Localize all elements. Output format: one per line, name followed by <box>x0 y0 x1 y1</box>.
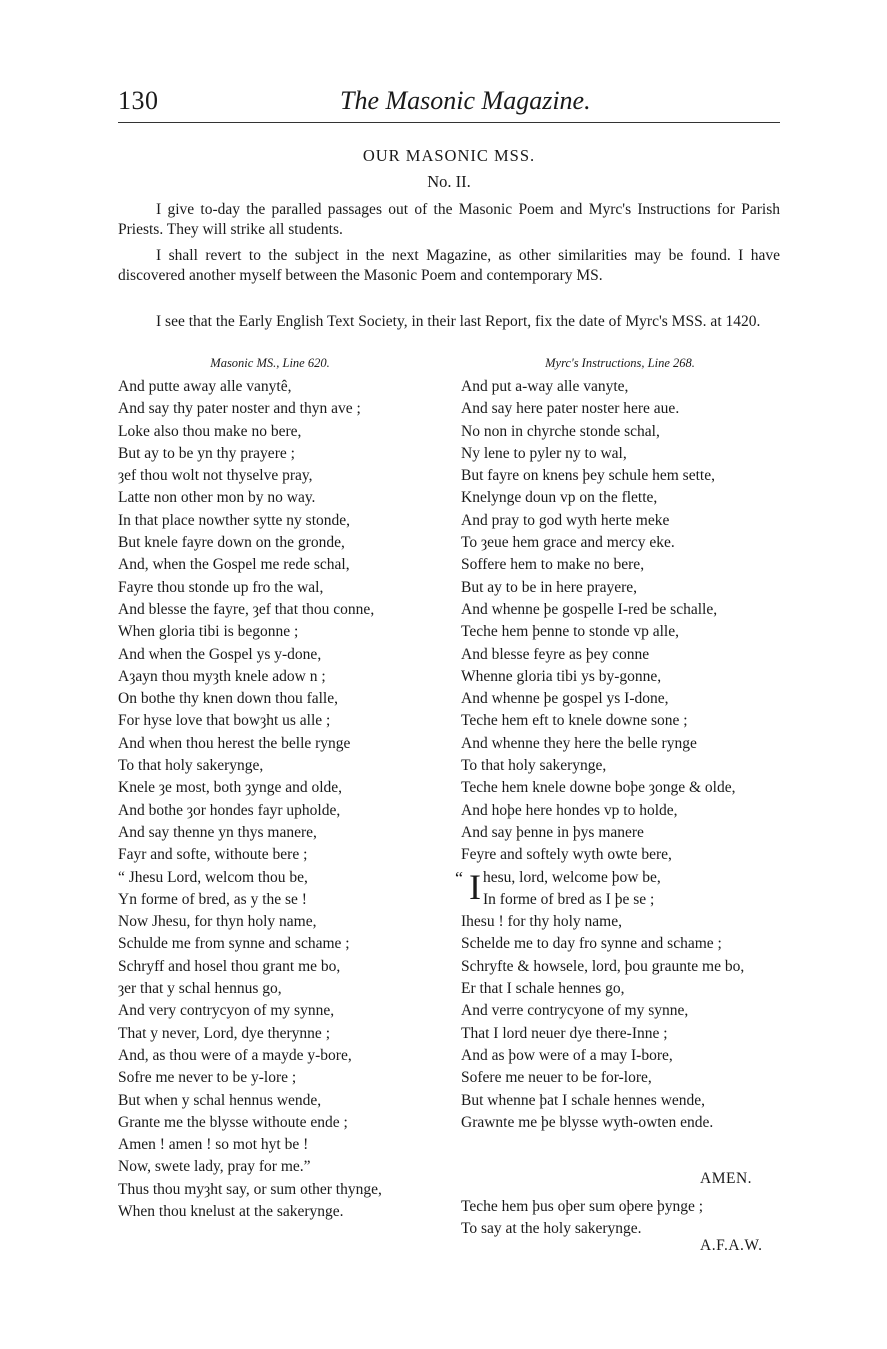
right-column-line: Ihesu ! for thy holy name, <box>461 913 622 931</box>
intro-paragraph-3: I see that the Early English Text Society, in their last Report, fix the date of Myrc's MSS. at 1420. <box>156 313 761 330</box>
left-column-line: Latte non other mon by no way. <box>118 489 316 507</box>
left-column-line: And, as thou were of a mayde y-bore, <box>118 1046 352 1064</box>
dropcap-line-2: In forme of bred as I þe se ; <box>483 890 655 908</box>
left-column-line: Schryff and hosel thou grant me bo, <box>118 957 341 975</box>
dropcap-stanza <box>455 866 781 912</box>
left-column-line: And when the Gospel ys y-done, <box>118 645 322 663</box>
header-rule <box>118 122 780 123</box>
dropcap-line-1: hesu, lord, welcome þow be, <box>483 868 661 886</box>
left-column-line: Knele ȝe most, both ȝynge and olde, <box>118 779 343 797</box>
article-number: No. II. <box>427 172 471 191</box>
right-column-line: And say here pater noster here aue. <box>461 400 680 418</box>
left-column-line: “ Jhesu Lord, welcom thou be, <box>118 868 308 886</box>
amen-text: AMEN. <box>700 1170 753 1187</box>
left-column-line: And, when the Gospel me rede schal, <box>118 556 350 574</box>
left-column-line: And say thy pater noster and thyn ave ; <box>118 400 361 418</box>
left-column-line: And putte away alle vanytê, <box>118 378 292 395</box>
right-column-line: And blesse feyre as þey conne <box>461 645 650 663</box>
left-column-line: And very contrycyon of my synne, <box>118 1002 335 1020</box>
right-tail-line: To say at the holy sakerynge. <box>461 1220 642 1238</box>
left-column-line: Sofre me never to be y-lore ; <box>118 1069 297 1087</box>
right-column-line: But ay to be in here prayere, <box>461 578 638 596</box>
left-column-line: ȝef thou wolt not thyselve pray, <box>118 467 313 485</box>
left-column-line: Now, swete lady, pray for me.” <box>118 1158 311 1176</box>
left-column-line: To that holy sakerynge, <box>118 757 264 775</box>
right-column-line: Feyre and softely wyth owte bere, <box>461 846 672 864</box>
left-column-line: But when y schal hennus wende, <box>118 1091 322 1109</box>
dropcap-letter: I <box>469 866 481 907</box>
left-column-line: When gloria tibi is begonne ; <box>118 623 299 641</box>
left-column-line: Schulde me from synne and schame ; <box>118 935 350 953</box>
right-column-line: And put a-way alle vanyte, <box>461 378 629 395</box>
left-column-line: Aȝayn thou myȝth knele adow n ; <box>118 667 326 685</box>
left-column-line: When thou knelust at the sakerynge. <box>118 1202 344 1220</box>
right-column-line: Knelynge doun vp on the flette, <box>461 489 658 507</box>
right-tail-line: Teche hem þus oþer sum oþere þynge ; <box>461 1198 704 1215</box>
left-column-line: But ay to be yn thy prayere ; <box>118 444 295 462</box>
left-column <box>118 376 448 1223</box>
page-number: 130 <box>118 86 159 115</box>
right-column-line: To ȝeue hem grace and mercy eke. <box>461 534 675 552</box>
right-column-line: No non in chyrche stonde schal, <box>461 422 660 440</box>
left-column-line: And say thenne yn thys manere, <box>118 823 317 841</box>
right-column-line: And whenne þe gospelle I-red be schalle, <box>461 600 718 618</box>
right-column-line: Schryfte & howsele, lord, þou graunte me bo, <box>461 957 745 975</box>
left-column-line: Grante me the blysse withoute ende ; <box>118 1113 348 1131</box>
left-column-line: Fayr and softe, withoute bere ; <box>118 846 308 864</box>
right-column-line: Soffere hem to make no bere, <box>461 556 645 574</box>
right-column-line: Teche hem eft to knele downe sone ; <box>461 712 688 730</box>
right-column-line: Er that I schale hennes go, <box>461 980 625 998</box>
right-column-line: But fayre on knens þey schule hem sette, <box>461 467 715 485</box>
right-column-line: Grawnte me þe blysse wyth-owten ende. <box>461 1113 714 1131</box>
left-column-line: In that place nowther sytte ny stonde, <box>118 511 351 529</box>
intro-paragraph-1: I give to-day the paralled passages out of the Masonic Poem and Myrc's Instructions for Parish Priests. They will strike all students. <box>118 201 780 238</box>
left-column-line: Fayre thou stonde up fro the wal, <box>118 578 324 596</box>
right-tail-lines <box>461 1196 703 1241</box>
left-column-line: But knele fayre down on the gronde, <box>118 534 345 552</box>
right-column-line: And as þow were of a may I-bore, <box>461 1046 673 1064</box>
right-column-heading: Myrc's Instructions, Line 268. <box>545 356 695 370</box>
right-column-line: Whenne gloria tibi ys by-gonne, <box>461 667 662 685</box>
right-column-line: But whenne þat I schale hennes wende, <box>461 1091 706 1109</box>
left-column-line: For hyse love that bowȝht us alle ; <box>118 712 331 730</box>
intro-paragraph-2: I shall revert to the subject in the next Magazine, as other similarities may be found. I have discovered another myself between the Masonic Poem and contemporary MS. <box>118 247 780 284</box>
right-column-line: And hoþe here hondes vp to holde, <box>461 801 678 819</box>
left-column-line: On bothe thy knen down thou falle, <box>118 690 338 708</box>
right-column-line: Teche hem þenne to stonde vp alle, <box>461 623 679 641</box>
left-column-line: And bothe ȝor hondes fayr upholde, <box>118 801 341 819</box>
signature: A.F.A.W. <box>700 1237 763 1254</box>
right-column-line: To that holy sakerynge, <box>461 757 607 775</box>
right-column-line: That I lord neuer dye there-Inne ; <box>461 1024 668 1042</box>
right-column-line: Ny lene to pyler ny to wal, <box>461 444 627 462</box>
left-column-line: ȝer that y schal hennus go, <box>118 980 282 998</box>
left-column-line: Now Jhesu, for thyn holy name, <box>118 913 317 931</box>
right-column-line: And pray to god wyth herte meke <box>461 511 670 529</box>
right-column-line: And whenne they here the belle rynge <box>461 734 697 752</box>
left-column-line: Thus thou myȝht say, or sum other thynge, <box>118 1180 382 1198</box>
right-column-line: Sofere me neuer to be for-lore, <box>461 1069 652 1087</box>
right-column-line: And whenne þe gospel ys I-done, <box>461 690 669 708</box>
left-column-line: And blesse the fayre, ȝef that thou conne, <box>118 600 375 618</box>
left-column-line: That y never, Lord, dye therynne ; <box>118 1024 330 1042</box>
article-title: OUR MASONIC MSS. <box>362 146 536 165</box>
running-title: The Masonic Magazine. <box>340 86 591 115</box>
left-column-heading: Masonic MS., Line 620. <box>210 356 330 370</box>
right-column-line: Schelde me to day fro synne and schame ; <box>461 935 722 953</box>
left-column-line: Yn forme of bred, as y the se ! <box>118 890 307 908</box>
right-column-line: And say þenne in þys manere <box>461 823 644 841</box>
left-column-line: Loke also thou make no bere, <box>118 422 302 440</box>
left-column-line: Amen ! amen ! so mot hyt be ! <box>118 1136 309 1154</box>
right-column-line: Teche hem knele downe boþe ȝonge & olde, <box>461 779 736 797</box>
right-column <box>455 376 781 1134</box>
left-column-line: And when thou herest the belle rynge <box>118 734 351 752</box>
dropcap-quote: “ <box>455 867 463 888</box>
right-column-line: And verre contrycyone of my synne, <box>461 1002 689 1020</box>
